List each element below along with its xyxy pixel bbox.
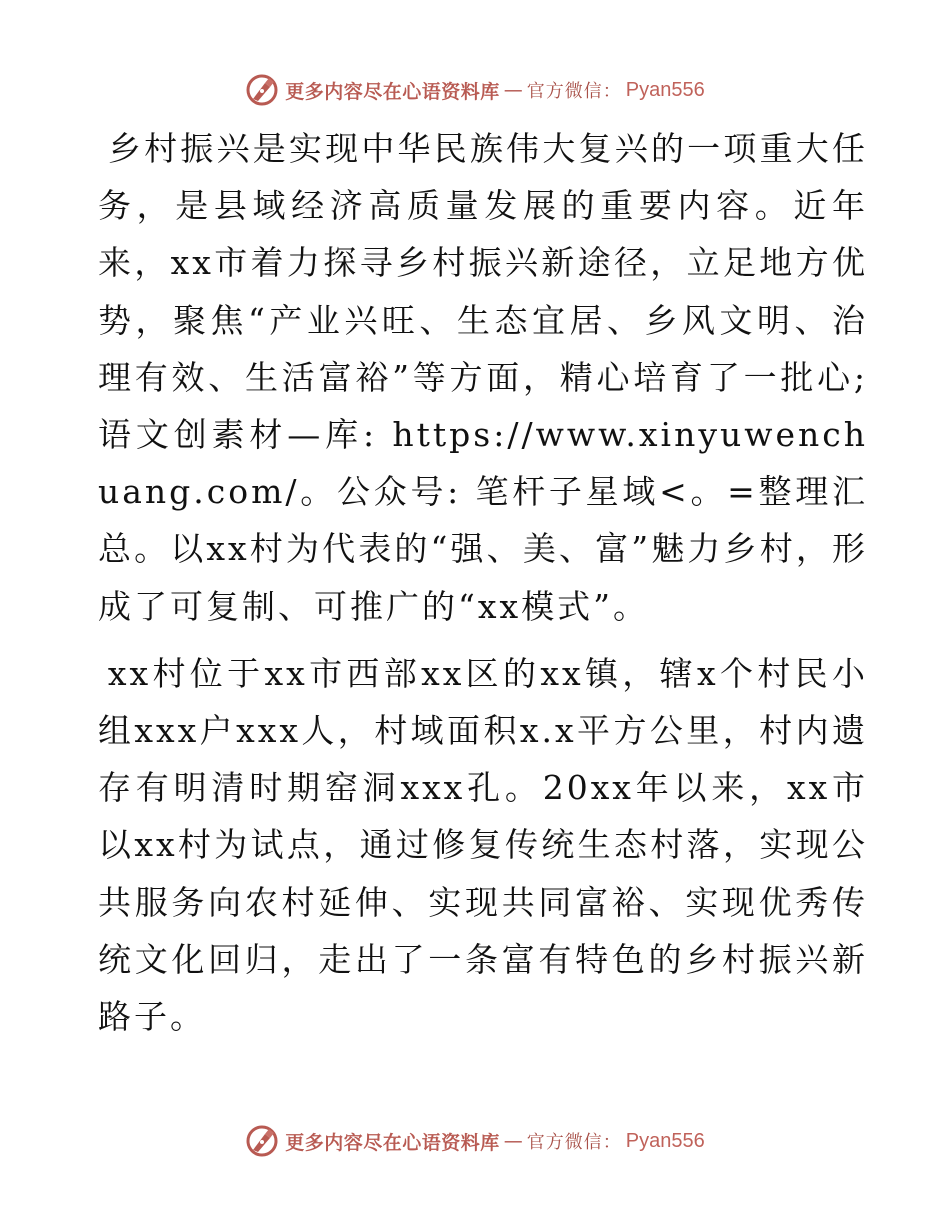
paragraph-2: xx村位于xx市西部xx区的xx镇，辖x个村民小组xxx户xxx人，村域面积x.x平方公里，村内遗存有明清时期窑洞xxx孔。20xx年以来，xx市以xx村为试点，通过修复传统生态村落，实现公共服务向农村延伸、实现共同富裕、实现优秀传统文化回归，走出了一条富有特色的乡村振兴新路子。 — [98, 653, 868, 1037]
footer-banner — [0, 1121, 950, 1161]
paragraph-1: 乡村振兴是实现中华民族伟大复兴的一项重大任务，是县域经济高质量发展的重要内容。近年来，xx市着力探寻乡村振兴新途径，立足地方优势，聚焦“产业兴旺、生态宜居、乡风文明、治理有效、生活富裕”等方面，精心培育了一批心;语文创素材—库: https://www.xinyuwenchuang.com/。公众号: 笔杆子星域<。=整理汇总。以xx村为代表的“强、美、富”魅力乡村，形成了可复制、可推广的“xx模式”。 — [98, 129, 868, 626]
banner-official-label: 官方微信： — [526, 81, 622, 102]
banner-dash: — — [503, 1130, 523, 1152]
body-text — [98, 120, 868, 1055]
pen-nib-logo-icon — [245, 1124, 279, 1158]
banner-official-label: 官方微信： — [526, 1132, 622, 1153]
banner-text: 更多内容尽在心语资料库 — [285, 1131, 500, 1154]
banner-wechat-id: Pyan556 — [625, 1129, 705, 1152]
banner-text: 更多内容尽在心语资料库 — [285, 80, 500, 103]
banner-wechat-id: Pyan556 — [625, 78, 705, 101]
header-banner — [0, 70, 950, 110]
pen-nib-logo-icon — [245, 73, 279, 107]
banner-dash: — — [503, 79, 523, 101]
